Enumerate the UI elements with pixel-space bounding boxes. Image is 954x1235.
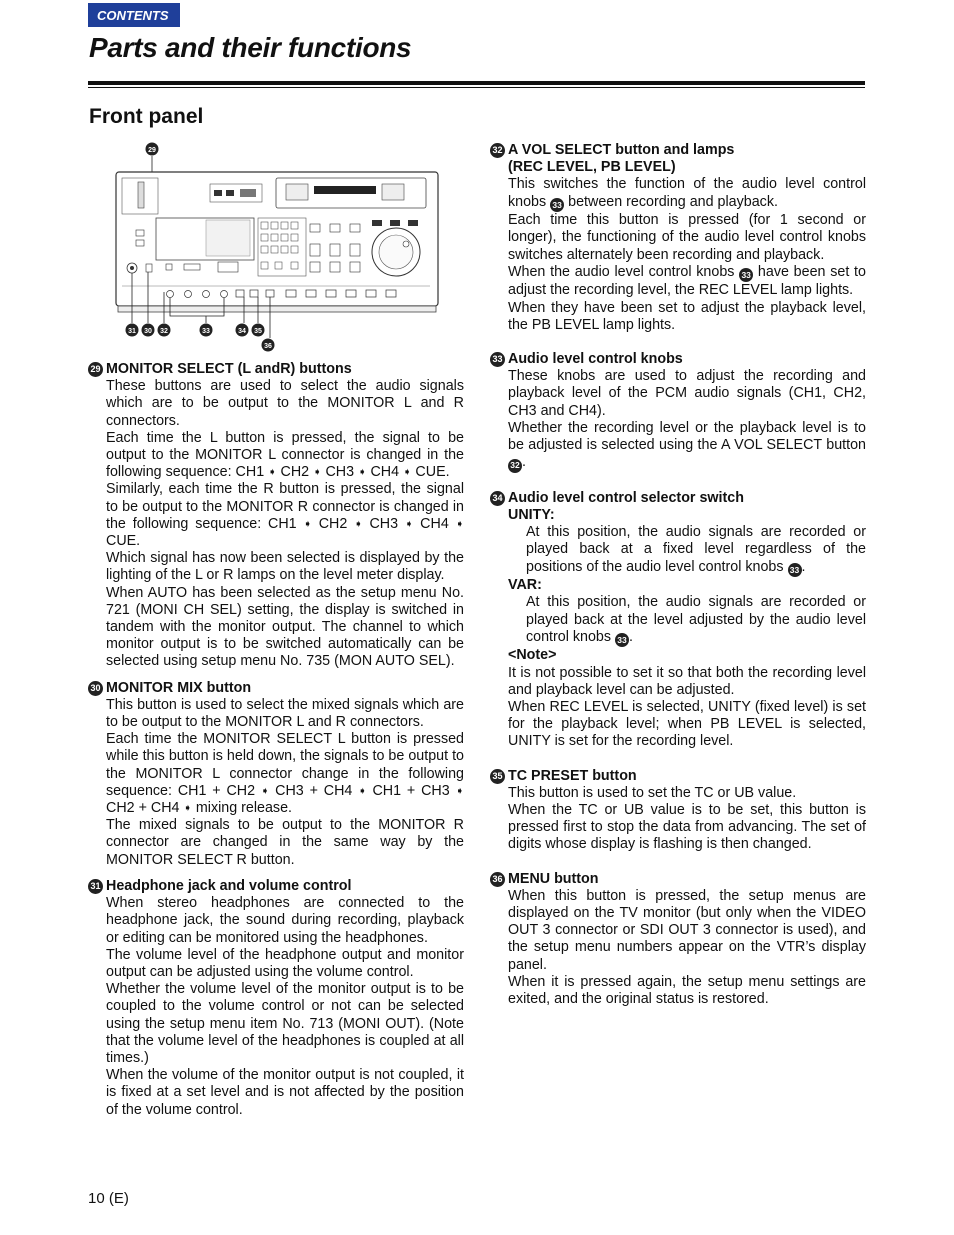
arrow-icon: ➧	[183, 803, 192, 815]
item-title: Audio level control selector switch	[508, 489, 744, 506]
arrow-icon: ➧	[455, 518, 465, 530]
contents-link[interactable]: CONTENTS	[88, 3, 180, 27]
paragraph: This switches the function of the audio level control knobs 33 between recording and playback.	[508, 176, 866, 212]
paragraph: When this button is pressed, the setup menus are displayed on the TV monitor (but only when the VIDEO OUT 3 connector or SDI OUT 3 connector is used), and the setup menu numbers appear on the VTR’s display panel.	[508, 887, 866, 973]
paragraph: When AUTO has been selected as the setup menu No. 721 (MONI CH SEL) setting, the display is switched in tandem with the monitor output. The channel to which monitor output is to be switched automatically can be selected using setup menu No. 735 (MON AUTO SEL).	[106, 584, 464, 670]
paragraph: Whether the recording level or the playback level is to be adjusted is selected using the A VOL SELECT button 32 .	[508, 420, 866, 473]
item-31	[88, 878, 464, 1119]
number-icon: 32	[508, 459, 522, 473]
paragraph: This button is used to set the TC or UB value.	[508, 784, 797, 801]
item-36	[490, 871, 866, 1009]
number-icon: 33	[788, 563, 802, 577]
paragraph: When the volume of the monitor output is not coupled, it is fixed at a set level and is not affected by the position of the volume control.	[106, 1067, 464, 1118]
paragraph: The mixed signals to be output to the MONITOR R connector are changed in the same way by the MONITOR SELECT R button.	[106, 817, 464, 868]
number-icon: 33	[615, 633, 629, 647]
paragraph: These knobs are used to adjust the recording and playback level of the PCM audio signals (CH1, CH2, CH3 and CH4).	[508, 368, 866, 419]
var-label: VAR:	[508, 577, 542, 594]
section-title: Front panel	[89, 105, 204, 128]
arrow-icon: ➧	[358, 467, 367, 479]
paragraph: The volume level of the headphone output and monitor output can be adjusted using the volume control.	[106, 946, 464, 980]
item-title: MONITOR SELECT (L andR) buttons	[106, 361, 352, 377]
arrow-icon: ➧	[404, 518, 414, 530]
paragraph: Each time this button is pressed (for 1 second or longer), the functioning of the audio level control knobs switches alternately been recording and playback.	[508, 212, 866, 263]
svg-text:36: 36	[264, 343, 272, 350]
title-rule	[88, 81, 865, 85]
paragraph: At this position, the audio signals are recorded or played back at a fixed level regardless of the positions of the audio level control knobs 33 .	[508, 524, 866, 577]
svg-text:32: 32	[160, 328, 168, 335]
number-icon: 29	[88, 362, 103, 377]
number-icon: 35	[490, 769, 505, 784]
item-title: Headphone jack and volume control	[106, 877, 352, 894]
arrow-icon: ➧	[303, 518, 312, 530]
number-icon: 31	[88, 879, 103, 894]
number-icon: 34	[490, 491, 505, 506]
arrow-icon: ➧	[260, 785, 270, 797]
page-title: Parts and their functions	[89, 32, 412, 63]
number-icon: 36	[490, 872, 505, 887]
arrow-icon: ➧	[268, 467, 277, 479]
svg-text:31: 31	[128, 328, 136, 335]
unity-label: UNITY:	[508, 507, 555, 524]
number-icon: 33	[739, 268, 753, 282]
paragraph: It is not possible to set it so that both the recording level and playback level can be adjusted.	[508, 664, 866, 698]
svg-text:30: 30	[144, 328, 152, 335]
item-title: TC PRESET button	[508, 767, 637, 784]
note-label: <Note>	[508, 647, 557, 664]
paragraph: When the TC or UB value is to be set, this button is pressed first to stop the data from advancing. The set of digits whose display is flashing is then changed.	[508, 802, 866, 853]
number-icon: 30	[88, 681, 103, 696]
paragraph: At this position, the audio signals are recorded or played back at the level adjusted by the audio level control knobs 33 .	[508, 594, 866, 647]
arrow-icon: ➧	[313, 467, 322, 479]
paragraph: When it is pressed again, the setup menu settings are exited, and the original status is restored.	[508, 973, 866, 1008]
arrow-icon: ➧	[403, 467, 412, 479]
item-title: MENU button	[508, 870, 599, 887]
item-29	[88, 361, 464, 671]
left-column	[88, 361, 464, 1136]
arrow-icon: ➧	[455, 785, 464, 797]
item-32	[490, 142, 866, 334]
paragraph: Each time the L button is pressed, the signal to be output to the MONITOR L connector is changed in the following sequence: CH1 ➧ CH2 ➧ CH3 ➧ CH4 ➧ CUE.	[106, 429, 464, 481]
paragraph: When they have been set to adjust the playback level, the PB LEVEL lamp lights.	[508, 299, 866, 333]
arrow-icon: ➧	[358, 785, 367, 797]
paragraph: When the audio level control knobs 33 have been set to adjust the recording level, the REC LEVEL lamp lights.	[508, 263, 866, 299]
paragraph: When stereo headphones are connected to the headphone jack, the sound during recording, playback or editing can be monitored using the headphones.	[106, 895, 464, 946]
item-subtitle: (REC LEVEL, PB LEVEL)	[508, 159, 676, 176]
svg-text:33: 33	[202, 328, 210, 335]
paragraph: This button is used to select the mixed signals which are to be output to the MONITOR L and R connectors.	[106, 696, 464, 731]
item-35	[490, 768, 866, 854]
item-34	[490, 490, 866, 751]
svg-text:34: 34	[238, 328, 246, 335]
item-30	[88, 680, 464, 869]
paragraph: Which signal has now been selected is displayed by the lighting of the L or R lamps on the level meter display.	[106, 550, 464, 584]
item-title: Audio level control knobs	[508, 351, 683, 368]
item-title: MONITOR MIX button	[106, 679, 252, 696]
arrow-icon: ➧	[354, 518, 363, 530]
paragraph: Similarly, each time the R button is pressed, the signal to be output to the MONITOR R connector is changed in the following sequence: CH1 ➧ CH2 ➧ CH3 ➧ CH4 ➧ CUE.	[106, 481, 465, 550]
page-number: 10 (E)	[88, 1190, 129, 1207]
paragraph: These buttons are used to select the audio signals which are to be output to the MONITOR L and R connectors.	[106, 378, 464, 429]
svg-text:29: 29	[148, 147, 156, 154]
number-icon: 33	[550, 198, 564, 212]
paragraph: Whether the volume level of the monitor output is to be coupled to the volume control or not can be selected using the setup menu item No. 713 (MONI OUT). (Note that the volume level of the headphones is coupled at all times.)	[106, 981, 464, 1066]
item-33	[490, 351, 866, 473]
number-icon: 32	[490, 143, 505, 158]
paragraph: Each time the MONITOR SELECT L button is pressed while this button is held down, the signals to be output to the MONITOR L connector change in the following sequence: CH1 + CH2 ➧ CH3 + CH4 ➧ CH1 + CH3 ➧ CH2 + CH4 ➧ mixing release.	[106, 731, 464, 817]
right-column	[490, 142, 866, 1025]
item-title: A VOL SELECT button and lamps	[508, 142, 735, 158]
svg-text:35: 35	[254, 328, 262, 335]
title-rule-thin	[88, 87, 865, 88]
front-panel-illustration	[110, 140, 450, 360]
number-icon: 33	[490, 352, 505, 367]
paragraph: When REC LEVEL is selected, UNITY (fixed level) is set for the playback level; when PB LEVEL is selected, UNITY is set for the recording level.	[508, 699, 866, 750]
